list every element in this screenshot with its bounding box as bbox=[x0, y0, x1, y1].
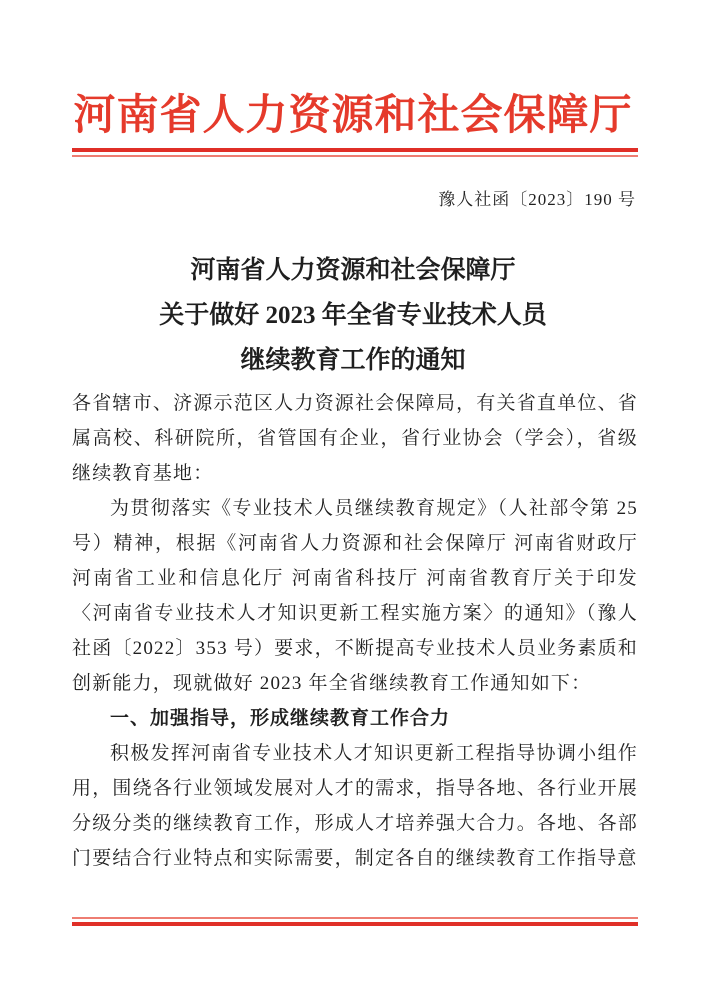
agency-letterhead: 河南省人力资源和社会保障厅 bbox=[73, 93, 633, 139]
document-title bbox=[0, 248, 706, 383]
section-1-heading: 一、加强指导，形成继续教育工作合力 bbox=[110, 708, 451, 729]
document-title-line1: 河南省人力资源和社会保障厅 bbox=[190, 257, 516, 284]
document-title-line2: 关于做好 2023 年全省专业技术人员 bbox=[159, 302, 547, 329]
section-1-paragraph: 积极发挥河南省专业技术人才知识更新工程指导协调小组作用，围绕各行业领域发展对人才的需求，指导各地、各行业开展分级分类的继续教育工作，形成人才培养强大合力。各地、各部门要结合行业特点和实际需要，制定各自的继续教育工作指导意 bbox=[72, 743, 638, 869]
document-title-line3: 继续教育工作的通知 bbox=[240, 347, 466, 374]
intro-paragraph: 为贯彻落实《专业技术人员继续教育规定》（人社部令第 25 号）精神，根据《河南省人力资源和社会保障厅 河南省财政厅 河南省工业和信息化厅 河南省科技厅 河南省教育厅关于印发〈河南省专业技术人才知识更新工程实施方案〉的通知》（豫人社函〔2022〕353 号）要求，不断提高专业技术人员业务素质和创新能力，现就做好 2023 年全省继续教育工作通知如下： bbox=[72, 498, 638, 694]
letterhead-divider-thin-line bbox=[72, 155, 638, 157]
footer-divider-thick-line bbox=[72, 922, 638, 926]
document-number: 豫人社函〔2023〕190 号 bbox=[438, 190, 636, 209]
document-body bbox=[72, 386, 638, 876]
addressees-paragraph: 各省辖市、济源示范区人力资源社会保障局，有关省直单位、省属高校、科研院所，省管国有企业，省行业协会（学会），省级继续教育基地： bbox=[72, 393, 638, 484]
footer-divider bbox=[72, 917, 638, 926]
letterhead-divider bbox=[72, 148, 638, 157]
